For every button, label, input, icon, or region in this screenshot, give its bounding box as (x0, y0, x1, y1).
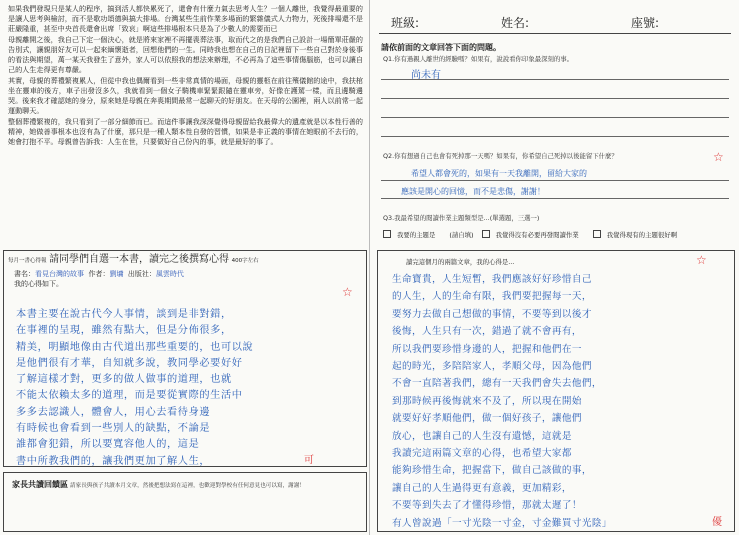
handwritten-line: 精美，明顯地像由古代道出那些重要的，也可以說 (16, 341, 254, 353)
answer-line (381, 98, 729, 99)
handwritten-line: 所以我們要珍惜身邊的人，把握和他們在一 (392, 343, 582, 355)
checkbox[interactable] (383, 230, 391, 238)
red-star-icon: ☆ (342, 285, 353, 299)
handwritten-line: 本書主要在說古代今人事情，談到是非對錯， (16, 309, 232, 320)
handwritten-line: 放心，也讓自己的人生沒有遺憾，這就是 (392, 430, 572, 442)
author-value: 劉墉 (109, 270, 124, 278)
book-name-value: 看見台灣的故事 (35, 270, 84, 278)
handwritten-line: 能夠珍惜生命，把握當下，做自己該做的事， (392, 465, 592, 477)
feeling-label: 我的心得如下。 (14, 280, 63, 288)
book-report-box (3, 250, 367, 467)
option-custom-topic[interactable]: 我要的主題是 (383, 231, 441, 239)
q3-options (383, 230, 733, 239)
handwritten-line: 生命寶貴，人生短暫，我們應該好好珍惜自己 (392, 274, 592, 285)
handwritten-line: 就要好好孝順他們，做一個好孩子，讓他們 (392, 413, 582, 425)
answer-line (381, 136, 729, 137)
book-report-title (8, 253, 362, 266)
handwritten-line: 不會一直陪著我們，總有一天我們會失去他們， (392, 378, 602, 390)
essay-paragraph: 如果我們發現只是某人的程序，搞到活人都快累死了，還會有什麼力氣去思考人生？一個人離世，我覺得最重要的是讓人思考與檢討，而不是歌功頌德與搞大排場。台灣某些生前作業多場面的繁雜儀式人力物力，死後排場還不是莊嚴隆重，甚至中央首長還會出席「致哀」啊這些排場根本只是為了少數人的需要而已 (8, 4, 363, 33)
seat-label: 座號: (631, 16, 660, 30)
handwritten-line: 誰都會犯錯，所以要寬容他人的，這是 (16, 439, 200, 451)
handwritten-reflection (392, 271, 612, 532)
book-name-label: 書名： (14, 270, 35, 278)
parent-feedback-label: 家長共讀回饋區 (12, 480, 68, 489)
option-custom-fill: (請自填) (449, 231, 474, 239)
name-label: 姓名: (501, 16, 530, 30)
answer-2-line: 應該是開心的回憶，而不是悲傷，謝謝！ (401, 187, 545, 196)
header-rule (379, 33, 731, 34)
author-label: 作者： (88, 270, 110, 278)
handwritten-line: 我讀完這兩篇文章的心得，也希望大家都 (392, 448, 572, 460)
question-3: Q3.我最希望的閱讀作業主題類型是...(單選題，三選一) (383, 214, 540, 222)
handwritten-line: 到那時候再後悔就來不及了，所以現在開始 (392, 395, 582, 407)
checkbox[interactable] (593, 230, 601, 238)
grade-mark: 優 (712, 517, 722, 528)
handwritten-line: 有人曾說過「一寸光陰一寸金，寸金難買寸光陰」 (392, 517, 612, 529)
essay-paragraph: 母親離開之後，我自己下定一個決心，就是將來家裡不再擺喪葬法事，取而代之的是我們自己設計一場簡單莊嚴的告別式，讓親朋好友可以一起來緬懷逝者，回想他們的一生。同時我也想在自己的日記裡留下一些自己對於身後事的看法與期望，萬一某天我發生了意外，家人可以依照我的想法來辦理，不必再為了這些事情傷腦筋，也可以讓自己的人生走得更有尊嚴。 (8, 35, 363, 74)
answer-line (381, 180, 729, 181)
handwritten-line: 書中所教我們的，讓我們更加了解人生， (16, 455, 211, 467)
handwritten-line: 在事裡的呈現，雖然有點大，但是分佈很多， (16, 325, 232, 337)
essay-paragraph: 整個葬禮繁複的，我只看到了一部分細節而已。而這件事讓我深深覺得母親留給我最偉大的遺產就是以本性行善的精神，她做善事根本也沒有為了什麼，那只是一種人類本性自發的習慣，如果是非正義的事情在她眼前不去行的，她會打抱不平。母親曾告訴我：人生在世，只要做好自己份內的事，就是最好的事了。 (8, 117, 363, 146)
answer-line (381, 117, 729, 118)
parent-feedback-box (3, 472, 367, 532)
page-divider (369, 0, 370, 535)
essay-paragraph: 其實，母親的葬禮繁複累人，但從中我也偶爾看到一些非常真情的場面，母親的靈柩在前往殯儀館的途中，我扶棺坐在靈車的後方，車子出發沒多久，我就看到一個女子騎機車緊緊跟隨在靈車旁，好像在護駕一樣，而且邊騎邊哭。後來我才確認她的身分，原來她是母親在奔喪期間最常一起聊天的好朋友。在天母的公園裡，兩人以前常一起運動聊天。 (8, 76, 363, 115)
parent-feedback-note: 請家長與孩子共讀本月文章，然後把想法寫在這裡，也歡迎對學校有任何意見也可以寫，謝謝！ (70, 483, 305, 489)
handwritten-line: 的人生，人的生命有限，我們要把握每一天， (392, 291, 592, 303)
class-label: 班級: (391, 16, 420, 30)
red-star-icon: ☆ (713, 150, 724, 164)
option-no-more-homework[interactable]: 我覺得沒有必要再發閱讀作業 (482, 231, 585, 239)
monthly-label: 每月一書心得報 (8, 258, 47, 264)
question-1: Q1.你有過親人離世的經驗嗎？如果有，說說看你印象最深刻的事。 (383, 55, 574, 63)
right-page (371, 0, 739, 535)
grade-mark: 可 (304, 455, 314, 466)
handwritten-line: 了解這樣才對，更多的做人做事的道理，也就 (16, 374, 232, 386)
answer-line (381, 198, 729, 199)
question-2: Q2.你有想過自己也會有死掉那一天嗎？如果有，你希望自己死掉以後能留下什麼？ (383, 152, 618, 160)
handwritten-line: 起的時光，多陪陪家人，孝順父母，因為他們 (392, 361, 592, 373)
red-star-icon: ☆ (696, 253, 707, 267)
option-topics-good[interactable]: 我覺得現有的主題很好啊 (593, 231, 683, 239)
handwritten-line: 不能太依賴太多的道理，而是要從實際的生活中 (16, 390, 243, 402)
answer-2-line: 希望人都會死的，如果有一天我離開，留給大家的 (411, 169, 587, 178)
publisher-label: 出版社： (127, 270, 156, 278)
reflection-box (377, 250, 735, 532)
student-header (371, 10, 739, 32)
handwritten-line: 後悔，人生只有一次，錯過了就不會再有， (392, 326, 582, 338)
handwritten-line: 有時候也會看到一些別人的缺點，不論是 (16, 423, 211, 435)
handwritten-report (16, 307, 253, 470)
answer-1: 尚未有 (411, 70, 441, 81)
handwritten-line: 不要等到失去了才懂得珍惜，那就太遲了！ (392, 500, 582, 512)
publisher-value: 風雲時代 (155, 270, 184, 278)
book-meta (14, 269, 354, 289)
word-count-note: 400字左右 (231, 258, 259, 264)
reflection-title: 讀完這個月的兩篇文章，我的心得是... (406, 258, 515, 266)
handwritten-line: 讓自己的人生過得更有意義，更加精彩， (392, 482, 572, 494)
handwritten-line: 多多去認識人，體會人，用心去看待身邊 (16, 406, 211, 418)
answer-line (381, 79, 729, 80)
handwritten-line: 是他們很有才華，自知就多說，教同學必要好好 (16, 357, 243, 369)
checkbox[interactable] (482, 230, 490, 238)
essay-text (8, 4, 363, 246)
book-report-prompt: 請同學們自選一本書，讀完之後撰寫心得 (49, 254, 230, 265)
handwritten-line: 要努力去做自己想做的事情，不要等到以後才 (392, 308, 592, 320)
instructions: 請依前面的文章回答下面的問題。 (381, 43, 501, 52)
